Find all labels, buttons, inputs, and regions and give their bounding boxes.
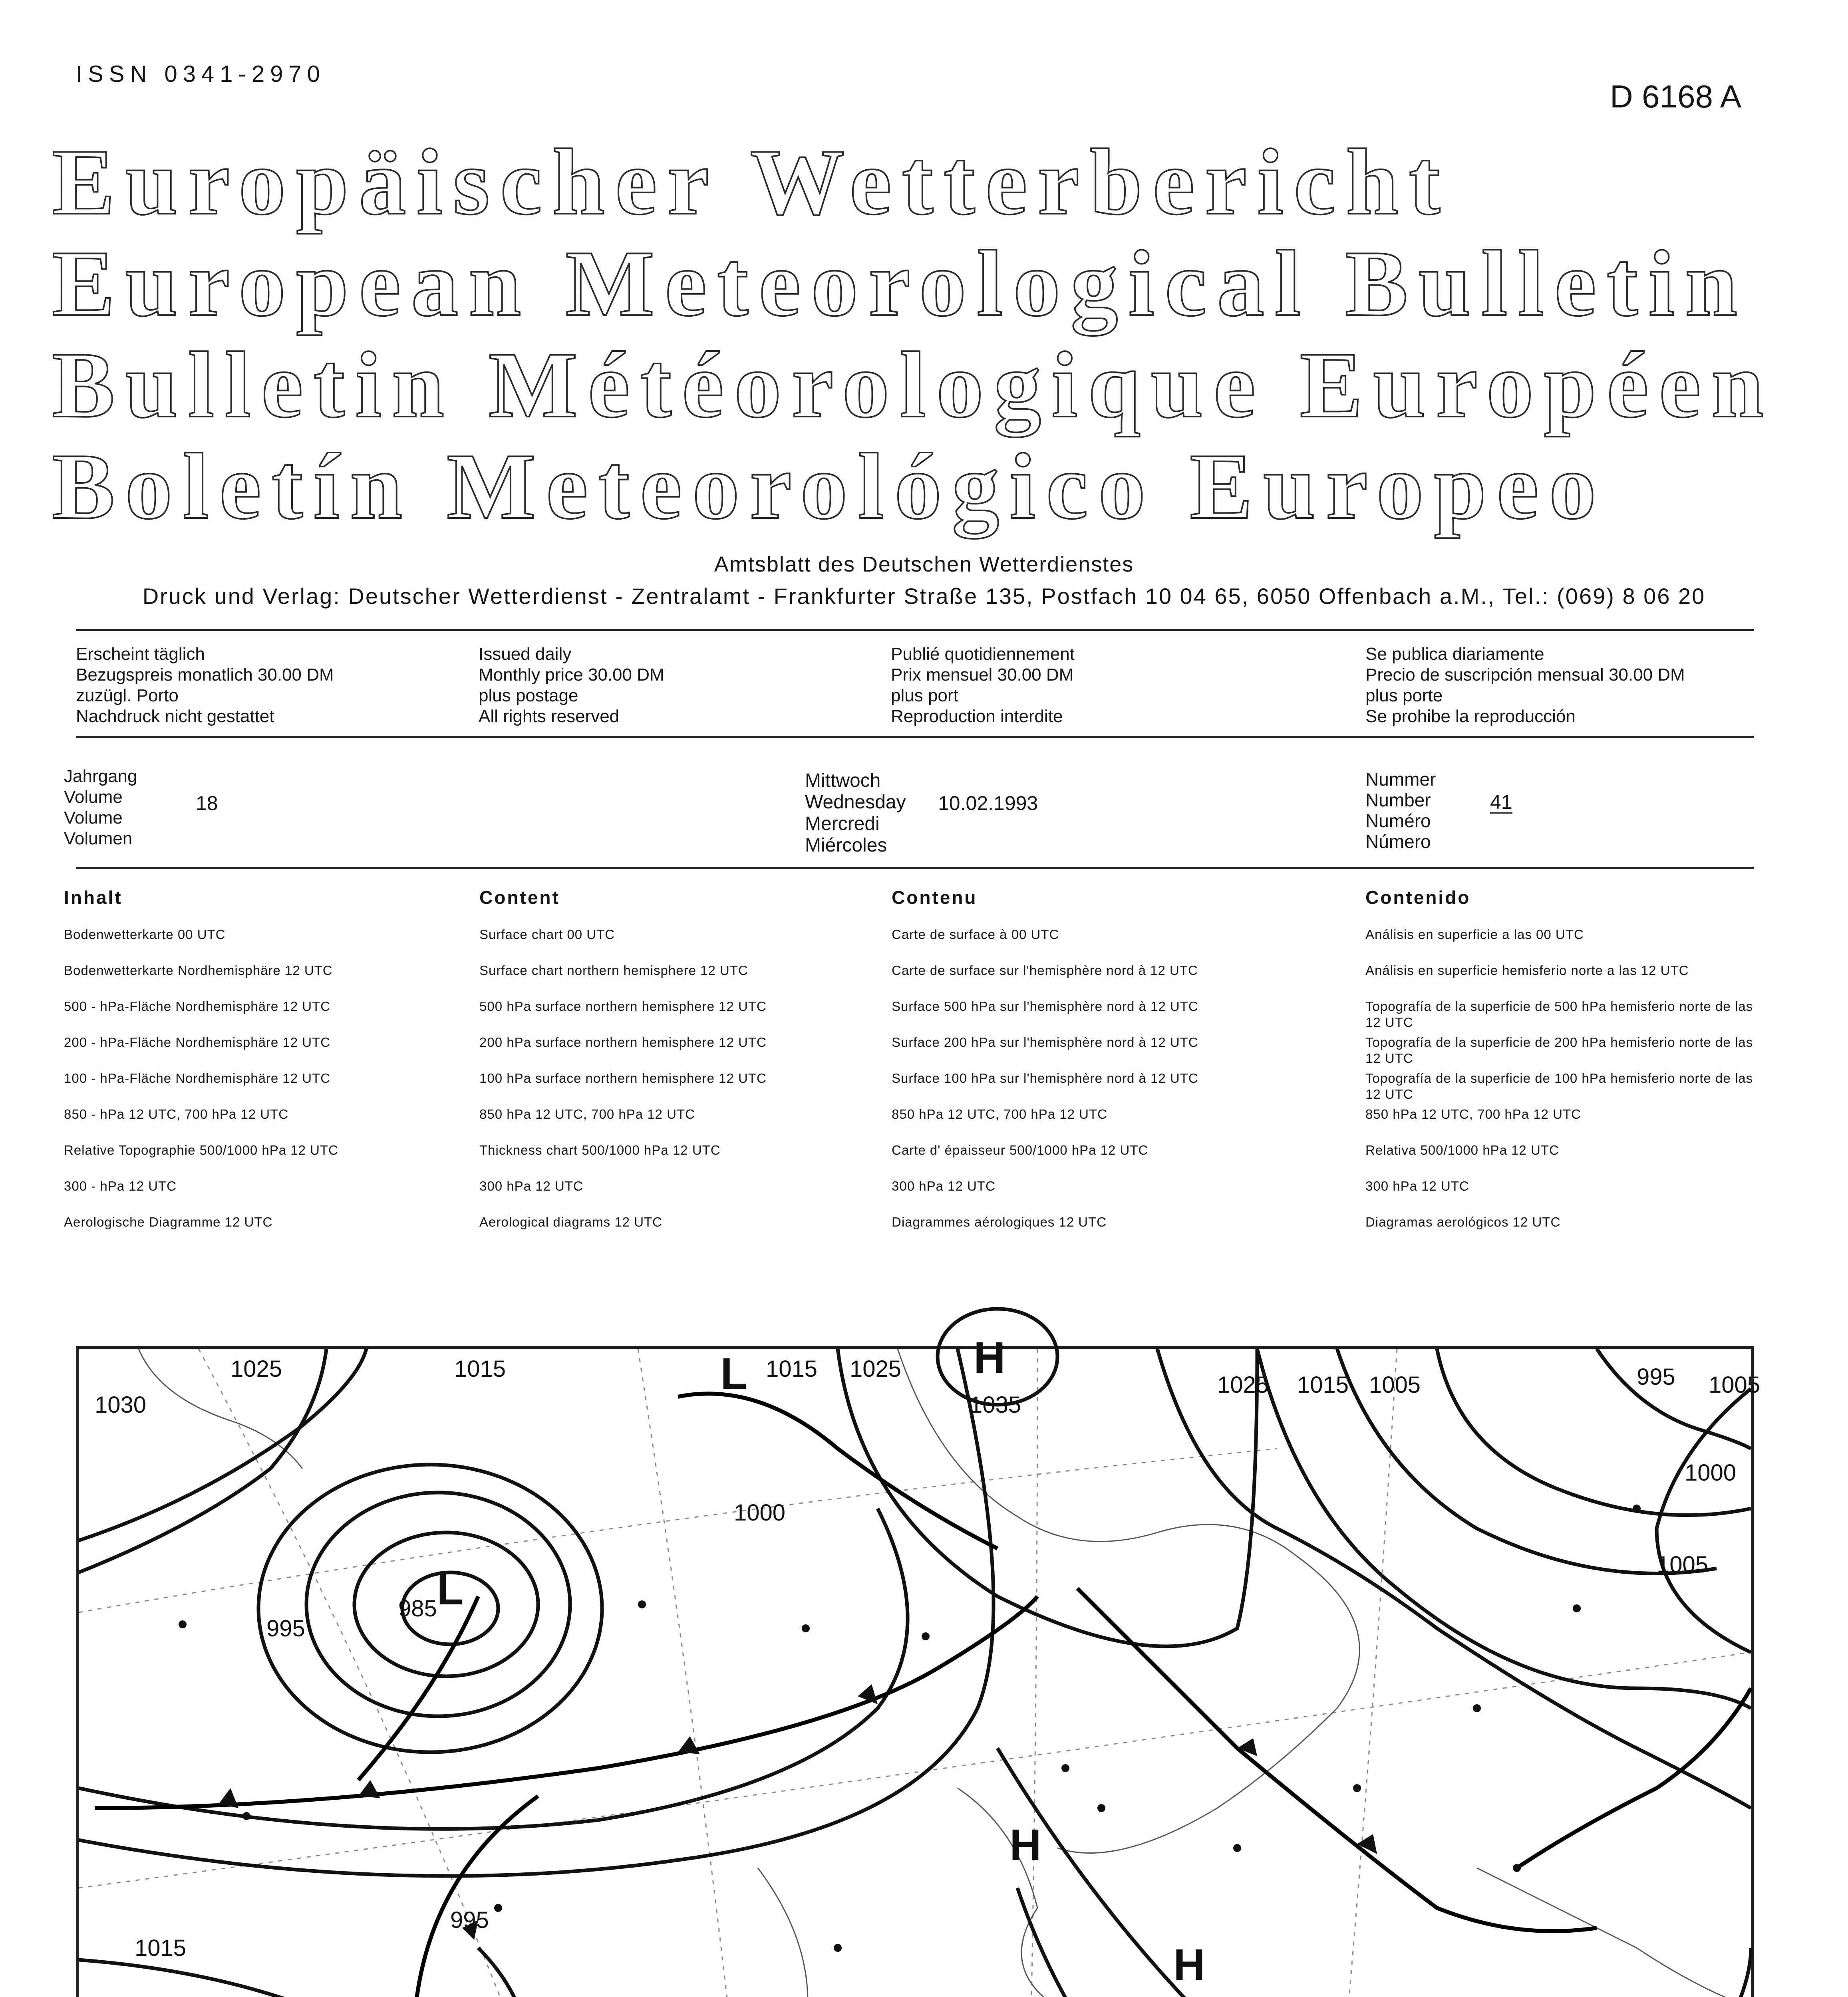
isobar (838, 1349, 1257, 1646)
contents-cell: Bodenwetterkarte 00 UTC (64, 927, 226, 942)
coastline (958, 1788, 1317, 1997)
subscription-line: Bezugspreis monatlich 30.00 DM (76, 665, 334, 685)
isobar (79, 1349, 366, 1540)
volume-labels (64, 766, 137, 849)
volume-label: Volume (64, 808, 123, 828)
isobar (1257, 1349, 1751, 1708)
number-label: Numéro (1365, 810, 1431, 831)
contents-cell: Topografía de la superficie de 500 hPa hemisferio norte de las 12 UTC (1365, 999, 1753, 1030)
contents-cell: 200 - hPa-Fläche Nordhemisphäre 12 UTC (64, 1035, 331, 1050)
title-french: Bulletin Météorologique Européen (52, 333, 1774, 437)
contents-cell: Surface 200 hPa sur l'hemisphère nord à 12 UTC (892, 1035, 1198, 1050)
contents-cell: Análisis en superficie hemisferio norte a las 12 UTC (1365, 963, 1689, 978)
isobar-label: 985 (398, 1596, 437, 1622)
subscription-line: Se publica diariamente (1365, 644, 1544, 664)
isobar (1017, 1888, 1751, 1997)
station-dot (922, 1632, 930, 1640)
divider (76, 629, 1754, 631)
station-dot (179, 1620, 187, 1628)
contents-cell: Carte d' épaisseur 500/1000 hPa 12 UTC (892, 1143, 1149, 1157)
weekday-label: Mercredi (805, 813, 880, 834)
isobar-label: 1015 (135, 1935, 187, 1961)
contents-cell: Aerologische Diagramme 12 UTC (64, 1215, 273, 1229)
isobar-label: 995 (1637, 1364, 1675, 1390)
cold-front-triangle (1237, 1738, 1257, 1756)
high-pressure-center: H (1173, 1940, 1205, 1989)
weekday-labels (805, 770, 906, 856)
front (1517, 1688, 1751, 1868)
isobar-label: 1005 (1369, 1372, 1421, 1398)
subscription-line: Issued daily (479, 644, 572, 664)
subscription-english (479, 644, 664, 727)
contents-cell: 850 hPa 12 UTC, 700 hPa 12 UTC (892, 1107, 1107, 1122)
volume-label: Volumen (64, 829, 133, 848)
map-canvas (79, 1333, 1761, 1997)
contents-cell: Relativa 500/1000 hPa 12 UTC (1365, 1143, 1559, 1157)
contents-cell: Diagrammes aérologiques 12 UTC (892, 1215, 1107, 1229)
subscription-german (76, 644, 334, 727)
divider (76, 867, 1754, 869)
low-pressure-center: L (720, 1349, 747, 1398)
contents-cell: Topografía de la superficie de 200 hPa hemisferio norte de las 12 UTC (1365, 1035, 1753, 1066)
contents-cell: 300 hPa 12 UTC (479, 1179, 583, 1193)
subscription-line: zuzügl. Porto (76, 686, 179, 705)
isobars (79, 1309, 1751, 1997)
contents-header-es: Contenido (1365, 887, 1471, 908)
isobar-label: 1015 (1297, 1372, 1349, 1398)
isobar-label: 1025 (1217, 1372, 1269, 1398)
isobar-label: 1000 (734, 1500, 786, 1526)
issn-number: ISSN 0341-2970 (76, 61, 326, 87)
station-dot (638, 1600, 646, 1608)
subscription-line: All rights reserved (479, 707, 620, 726)
isobar (79, 1349, 326, 1572)
subscription-line: Reproduction interdite (891, 707, 1063, 726)
isobar-label: 1000 (1685, 1460, 1737, 1486)
isobar-label: 1005 (1709, 1372, 1761, 1398)
contents-cell: Carte de surface sur l'hemisphère nord à 12 UTC (892, 963, 1198, 978)
cold-front-triangle (1357, 1834, 1377, 1854)
high-pressure-center: H (974, 1333, 1005, 1382)
contents-cell: Topografía de la superficie de 100 hPa hemisferio norte de las 12 UTC (1365, 1071, 1753, 1102)
grid-line (1297, 1349, 1397, 1997)
contents-cell: 500 hPa surface northern hemisphere 12 UTC (479, 999, 767, 1014)
publisher-line: Druck und Verlag: Deutscher Wetterdienst - Zentralamt - Frankfurter Straße 135, Postfach 10 04 65, 6050 Offenbach a.M., Tel.: (069) 8 06 20 (142, 584, 1706, 609)
cold-front-triangle (678, 1736, 700, 1754)
subscription-line: Prix mensuel 30.00 DM (891, 665, 1074, 685)
station-dot (1573, 1604, 1581, 1612)
coastline (1477, 1868, 1751, 1997)
grid-line (638, 1349, 778, 1997)
high-pressure-center: H (1009, 1820, 1041, 1870)
contents-cell: 200 hPa surface northern hemisphere 12 UTC (479, 1035, 767, 1050)
grid-line (79, 1652, 1751, 1888)
contents-cell: Thickness chart 500/1000 hPa 12 UTC (479, 1143, 721, 1157)
subscription-line: plus postage (479, 686, 578, 705)
contents-cell: 500 - hPa-Fläche Nordhemisphäre 12 UTC (64, 999, 331, 1014)
subscription-line: Precio de suscripción mensual 30.00 DM (1365, 665, 1685, 685)
cold-front-triangle (358, 1780, 380, 1798)
station-dot (1097, 1804, 1105, 1812)
surface-weather-map (76, 1333, 1761, 1997)
station-dot (834, 1944, 842, 1952)
isobar-label: 1030 (95, 1392, 147, 1418)
subscription-line: Publié quotidiennement (891, 644, 1075, 664)
coastline (758, 1868, 828, 1997)
low-pressure-center: L (437, 1565, 464, 1614)
isobar (998, 1748, 1751, 1997)
contents-cell: 300 hPa 12 UTC (892, 1179, 996, 1193)
contents-cell: Relative Topographie 500/1000 hPa 12 UTC (64, 1143, 338, 1157)
station-dot (1473, 1704, 1481, 1712)
subscription-french (891, 644, 1075, 727)
contents-cell: 850 hPa 12 UTC, 700 hPa 12 UTC (1365, 1107, 1581, 1122)
isobar (478, 1948, 698, 1997)
station-dot (242, 1812, 250, 1820)
isobar (1657, 1389, 1751, 1652)
title-german: Europäischer Wetterbericht (52, 130, 1451, 234)
number-label: Nummer (1365, 769, 1436, 790)
contents-table (64, 887, 1782, 1246)
isobar-label: 1035 (970, 1392, 1021, 1418)
contents-cell: Diagramas aerológicos 12 UTC (1365, 1215, 1561, 1229)
contents-cell: Surface chart northern hemisphere 12 UTC (479, 963, 748, 978)
contents-cell: 300 - hPa 12 UTC (64, 1179, 177, 1193)
contents-cell: 100 - hPa-Fläche Nordhemisphäre 12 UTC (64, 1071, 331, 1086)
isobar-label: 1015 (766, 1356, 818, 1382)
station-dot (1353, 1784, 1361, 1792)
contents-cell: Carte de surface à 00 UTC (892, 927, 1059, 942)
contents-cell: Surface chart 00 UTC (479, 927, 615, 942)
title-spanish: Boletín Meteorológico Europeo (52, 435, 1607, 539)
station-dot (1513, 1864, 1521, 1872)
issue-date: 10.02.1993 (938, 792, 1038, 814)
isobar-label: 1025 (231, 1356, 282, 1382)
contents-cell: 850 hPa 12 UTC, 700 hPa 12 UTC (479, 1107, 695, 1122)
isobar (79, 1960, 458, 1997)
contents-cell: 300 hPa 12 UTC (1365, 1179, 1469, 1193)
subscription-line: plus port (891, 686, 958, 705)
contents-cell: 850 - hPa 12 UTC, 700 hPa 12 UTC (64, 1107, 289, 1122)
number-label: Number (1365, 790, 1431, 810)
divider (76, 736, 1754, 738)
map-grid (79, 1349, 1751, 1997)
subscription-line: Erscheint täglich (76, 644, 205, 664)
weekday-label: Wednesday (805, 792, 906, 813)
contents-header-de: Inhalt (64, 887, 123, 908)
contents-header-fr: Contenu (892, 887, 978, 908)
title-english: European Meteorological Bulletin (52, 232, 1748, 336)
contents-header-en: Content (479, 887, 560, 908)
title-block (52, 130, 1774, 539)
weekday-label: Miércoles (805, 835, 887, 856)
volume-label: Volume (64, 787, 123, 807)
number-label: Número (1365, 831, 1431, 852)
contents-cell: Bodenwetterkarte Nordhemisphäre 12 UTC (64, 963, 333, 978)
contents-cell: Surface 100 hPa sur l'hemisphère nord à 12 UTC (892, 1071, 1198, 1086)
isobar-label: 1005 (1657, 1552, 1709, 1578)
coastline (898, 1349, 1359, 1853)
weekday-label: Mittwoch (805, 770, 881, 791)
contents-cell: Análisis en superficie a las 00 UTC (1365, 927, 1584, 942)
isobar-label: 1025 (850, 1356, 902, 1382)
subscription-line: plus porte (1365, 686, 1443, 705)
volume-value: 18 (196, 792, 218, 814)
isobar-label: 995 (450, 1907, 489, 1933)
contents-cell: Surface 500 hPa sur l'hemisphère nord à 12 UTC (892, 999, 1198, 1014)
front (1077, 1588, 1597, 1931)
front (678, 1394, 998, 1548)
station-dot (1061, 1764, 1069, 1772)
subscription-line: Se prohibe la reproducción (1365, 707, 1576, 726)
coastlines (139, 1349, 1751, 1997)
contents-cell: Aerological diagrams 12 UTC (479, 1215, 663, 1229)
subscription-line: Monthly price 30.00 DM (479, 665, 664, 685)
isobar-label: 1015 (454, 1356, 506, 1382)
number-labels (1365, 769, 1436, 852)
volume-label: Jahrgang (64, 766, 137, 786)
isobar-label: 995 (266, 1616, 305, 1642)
publication-code: D 6168 A (1610, 79, 1742, 114)
station-dot (802, 1624, 810, 1632)
subscription-line: Nachdruck nicht gestattet (76, 707, 274, 726)
subscription-spanish (1365, 644, 1685, 727)
station-dot (1233, 1844, 1241, 1852)
contents-cell: 100 hPa surface northern hemisphere 12 UTC (479, 1071, 767, 1086)
station-dot (1633, 1505, 1641, 1513)
official-gazette: Amtsblatt des Deutschen Wetterdienstes (714, 552, 1134, 576)
issue-number: 41 (1490, 791, 1512, 813)
station-dot (494, 1904, 502, 1912)
